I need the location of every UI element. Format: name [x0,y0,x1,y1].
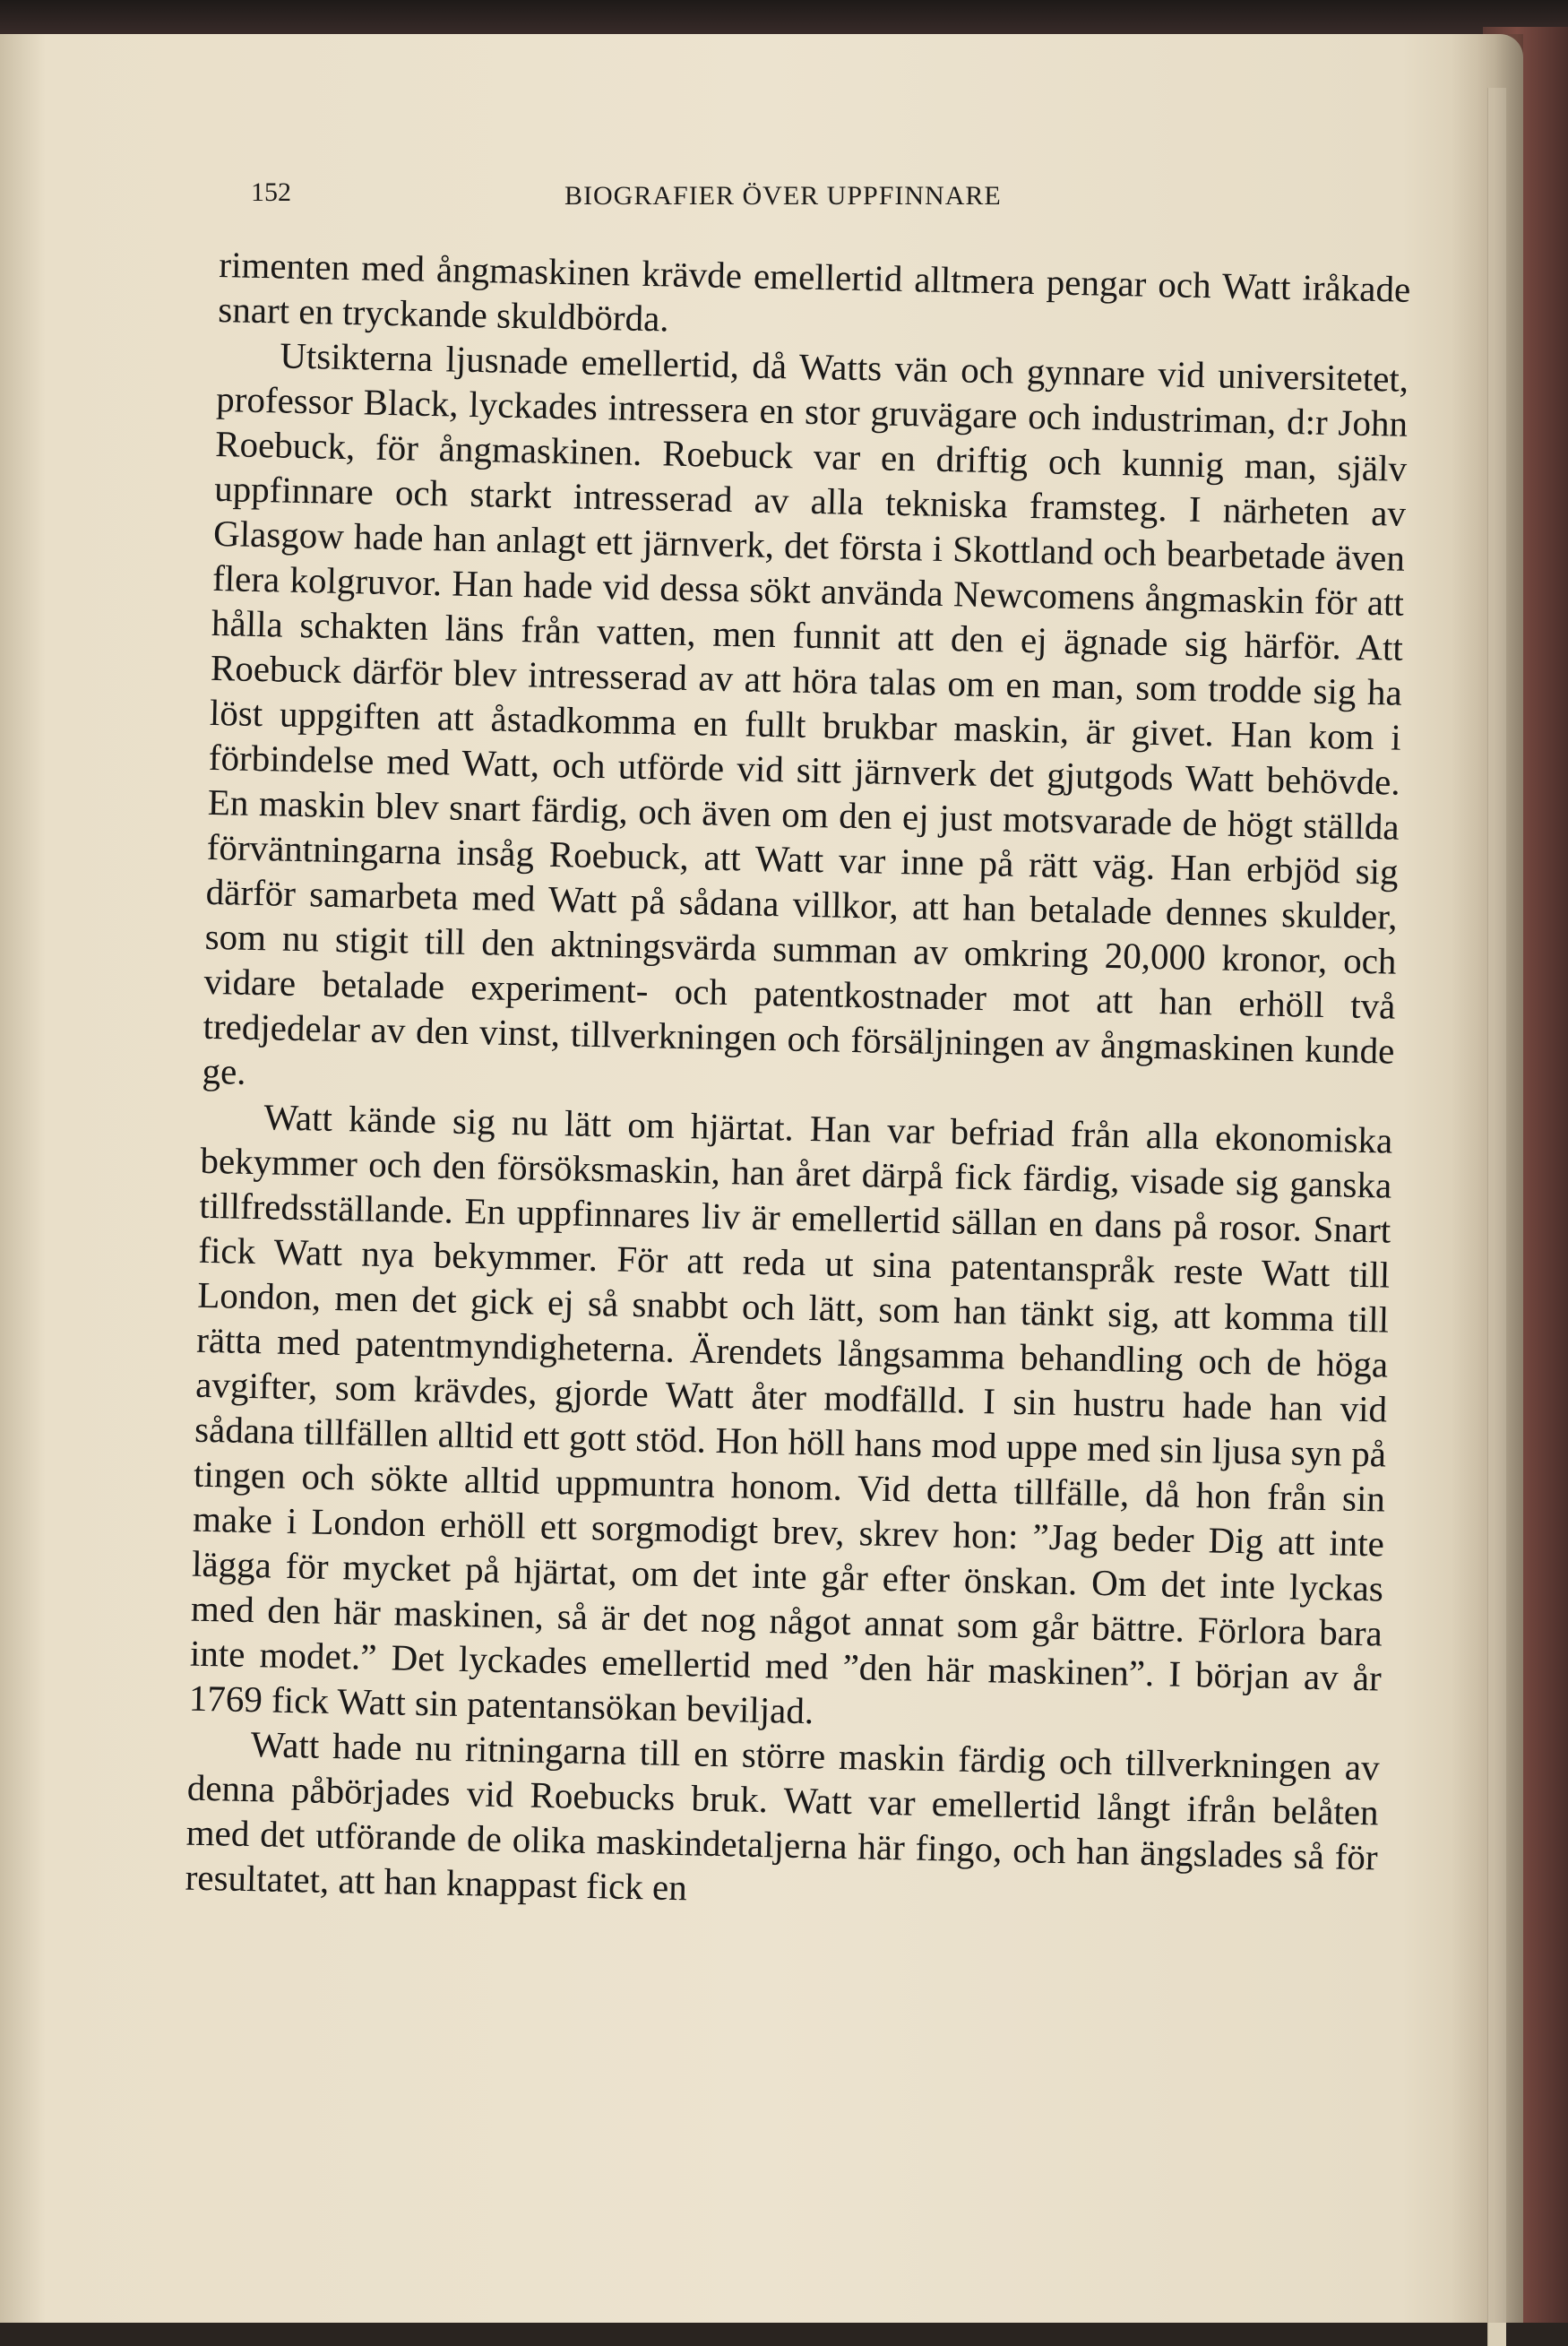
page-header [215,170,1407,224]
paragraph: Utsikterna ljusnade emellertid, då Watts vän och gynnare vid universitetet, professor Black, lyckades intressera en stor gruvägare och industriman, d:r John Roebuck, för ångmaskinen. Roebuck var en driftig och kunnig man, själv uppfinnare och starkt intresserad av alla tekniska framsteg. I närheten av Glasgow hade han anlagt ett järnverk, det första i Skottland och bearbetade även flera kolgruvor. Han hade vid dessa sökt använda Newcomens ångmaskin för att hålla schakten läns från vatten, men funnit att den ej ägnade sig härför. Att Roebuck därför blev intresserad av att höra talas om en man, som trodde sig ha löst uppgiften att åstadkomma en fullt brukbar maskin, är givet. Han kom i förbindelse med Watt, och utförde vid sitt järnverk det gjutgods Watt behövde. En maskin blev snart färdig, och även om den ej just motsvarade de högt ställda förväntningarna insåg Roebuck, att Watt var inne på rätt väg. Han erbjöd sig därför samarbeta med Watt på sådana villkor, att han betalade dennes skulder, som nu stigit till den aktningsvärda summan av omkring 20,000 kronor, och vidare betalade experiment- och patentkostnader mot att han erhöll två tredjedelar av den vinst, tillverkningen och försäljningen av ångmaskinen kunde ge. [202,334,1409,1092]
page-curl-shadow [1452,34,1523,2323]
paragraph: rimenten med ångmaskinen krävde emellertid alltmera pengar och Watt iråkade snart en tryckande skuldbörda. [217,243,1411,340]
running-title: BIOGRAFIER ÖVER UPPFINNARE [564,181,1002,211]
paragraph: Watt kände sig nu lätt om hjärtat. Han var befriad från alla ekonomiska bekymmer och den försöksmaskin, han året därpå fick färdig, visade sig ganska tillfredsställande. En uppfinnares liv är emellertid sällan en dans på rosor. Snart fick Watt nya bekymmer. För att reda ut sina patentanspråk reste Watt till London, men det gick ej så snabbt och lätt, som han tänkt sig, att komma till rätta med patentmyndigheterna. Ärendets långsamma behandling och de höga avgifter, som krävdes, gjorde Watt åter modfälld. I sin hustru hade han vid sådana tillfällen alltid ett gott stöd. Hon höll hans mod uppe med sin ljusa syn på tingen och sökte alltid uppmuntra honom. Vid detta tillfälle, då hon från sin make i London erhöll ett sorgmodigt brev, skrev hon: ”Jag beder Dig att inte lägga för mycket på hjärtat, om det inte går efter önskan. Om det inte lyckas med den här maskinen, så är det nog något annat som går bättre. Förlora bara inte modet.” Det lyckades emellertid med ”den här maskinen”. I början av år 1769 fick Watt sin patentansökan beviljad. [188,1096,1393,1732]
body-text [185,242,1410,1924]
page-number: 152 [251,177,291,207]
paragraph: Watt hade nu ritningarna till en större maskin färdig och tillverkningen av denna påbörjades vid Roebucks bruk. Watt var emellertid långt ifrån belåten med det utförande de olika maskindetaljerna här fingo, och han ängslades så för resultatet, att han knappast fick en [185,1723,1381,1909]
